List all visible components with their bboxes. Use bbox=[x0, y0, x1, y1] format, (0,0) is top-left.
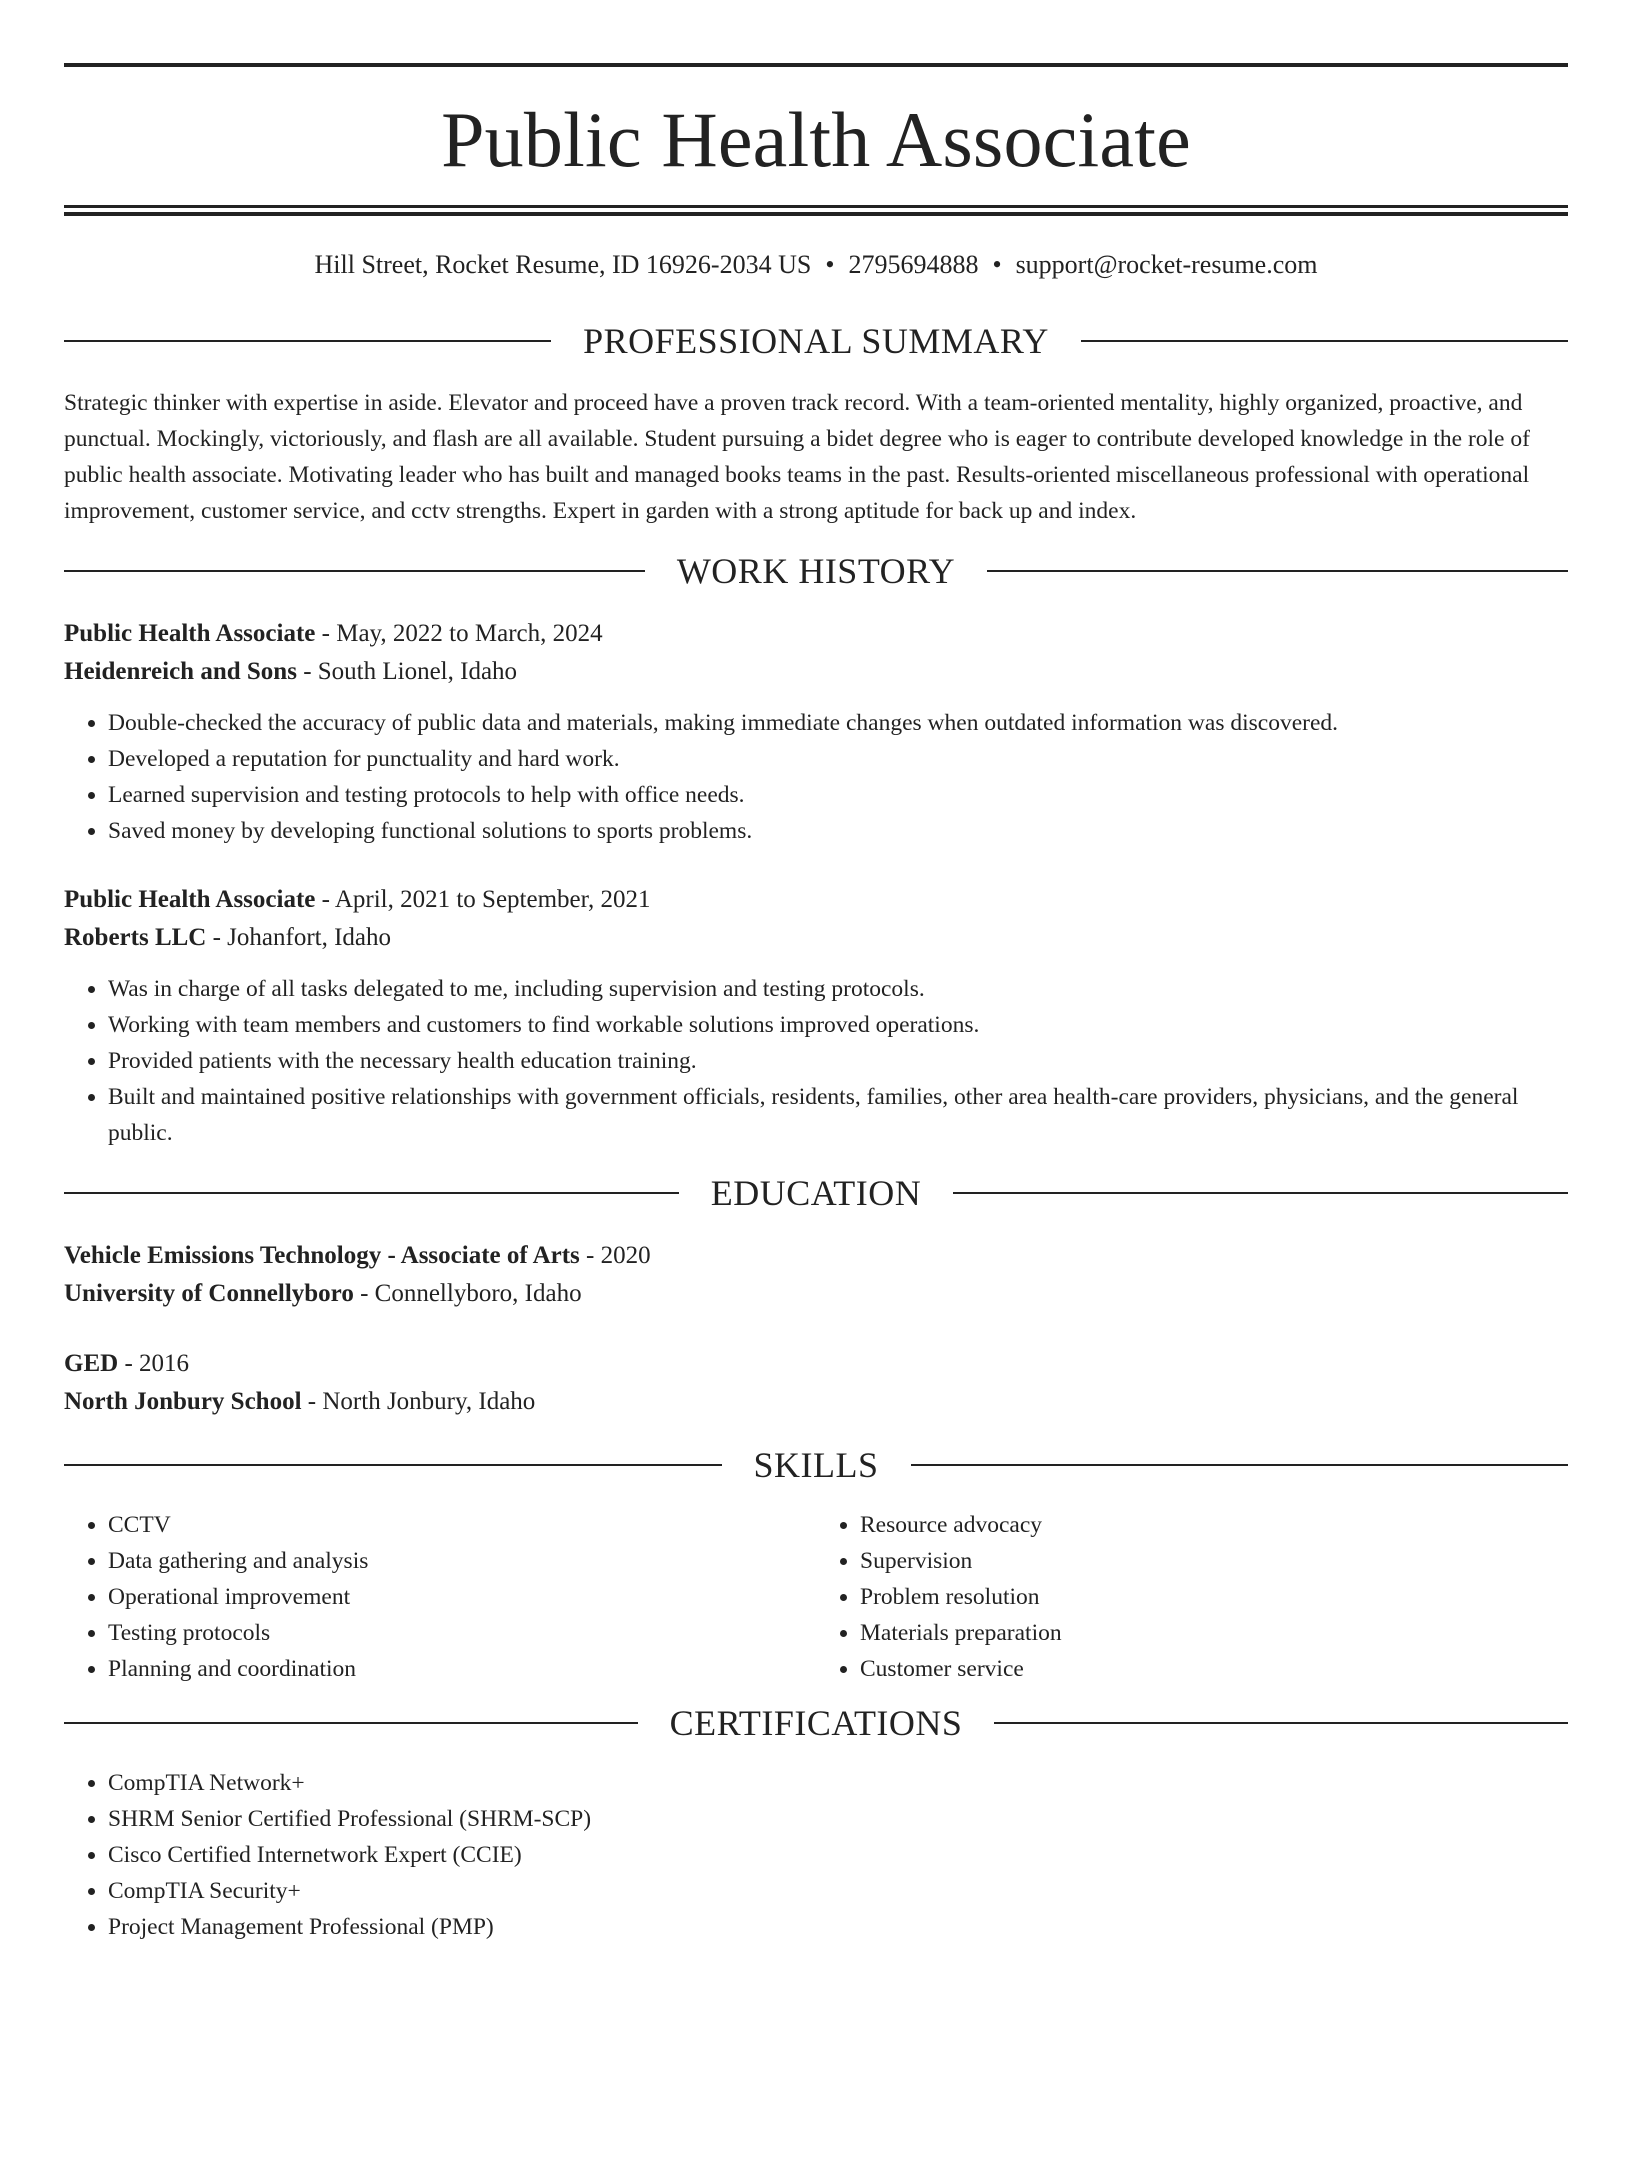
skill-item: • Materials preparation bbox=[860, 1615, 1568, 1651]
list-item: • Double-checked the accuracy of public data and materials, making immediate changes when outdated information was discovered. bbox=[108, 705, 1568, 741]
list-item: • Provided patients with the necessary health education training. bbox=[108, 1043, 1568, 1079]
school-line bbox=[64, 1275, 1568, 1313]
skill-item: • CCTV bbox=[108, 1507, 816, 1543]
job-dates: - April, 2021 to September, 2021 bbox=[315, 886, 651, 913]
skill-item: • Operational improvement bbox=[108, 1579, 816, 1615]
section-header-work-history bbox=[64, 551, 1568, 591]
section-rule bbox=[1081, 340, 1568, 342]
job-title: Public Health Associate bbox=[64, 620, 316, 647]
skill-item: • Problem resolution bbox=[860, 1579, 1568, 1615]
education-entry bbox=[64, 1345, 1568, 1421]
job-bullets bbox=[64, 971, 1568, 1151]
skill-item: • Resource advocacy bbox=[860, 1507, 1568, 1543]
job-location: - South Lionel, Idaho bbox=[296, 658, 518, 685]
section-rule bbox=[994, 1722, 1568, 1724]
job-company: Roberts LLC bbox=[64, 924, 207, 951]
section-rule bbox=[911, 1464, 1569, 1466]
school: University of Connellyboro bbox=[64, 1280, 354, 1307]
job-entry bbox=[64, 881, 1568, 1151]
certification-item: • Project Management Professional (PMP) bbox=[108, 1909, 1568, 1945]
degree-year: - 2020 bbox=[579, 1242, 651, 1269]
skill-item: • Planning and coordination bbox=[108, 1651, 816, 1687]
skills-columns bbox=[64, 1507, 1568, 1687]
school-location: - Connellyboro, Idaho bbox=[353, 1280, 582, 1307]
section-rule bbox=[953, 1192, 1568, 1194]
job-title: Public Health Associate bbox=[64, 886, 316, 913]
job-title-line bbox=[64, 881, 1568, 919]
education-entry bbox=[64, 1237, 1568, 1313]
contact-separator: • bbox=[992, 250, 1002, 279]
double-rule bbox=[64, 205, 1568, 216]
summary-text: Strategic thinker with expertise in aside. Elevator and proceed have a proven track record. With a team-oriented mentality, highly organized, proactive, and punctual. Mockingly, victoriously, and flash are all available. Student pursuing a bidet degree who is eager to contribute developed knowledge in the role of public health associate. Motivating leader who has built and managed books teams in the past. Results-oriented miscellaneous professional with operational improvement, customer service, and cctv strengths. Expert in garden with a strong aptitude for back up and index. bbox=[64, 390, 1530, 524]
degree-line bbox=[64, 1345, 1568, 1383]
school-line bbox=[64, 1383, 1568, 1421]
skills-list-left bbox=[64, 1507, 816, 1687]
skills-list-right bbox=[816, 1507, 1568, 1687]
list-item: • Saved money by developing functional solutions to sports problems. bbox=[108, 813, 1568, 849]
skill-item: • Supervision bbox=[860, 1543, 1568, 1579]
section-header-education bbox=[64, 1173, 1568, 1213]
certification-item: • SHRM Senior Certified Professional (SHRM-SCP) bbox=[108, 1801, 1568, 1837]
contact-line bbox=[64, 249, 1568, 281]
certifications-list bbox=[64, 1765, 1568, 1945]
list-item: • Learned supervision and testing protocols to help with office needs. bbox=[108, 777, 1568, 813]
certification-item: • CompTIA Security+ bbox=[108, 1873, 1568, 1909]
section-title: WORK HISTORY bbox=[676, 551, 956, 591]
list-item: • Was in charge of all tasks delegated to me, including supervision and testing protocols. bbox=[108, 971, 1568, 1007]
job-bullets bbox=[64, 705, 1568, 849]
job-company: Heidenreich and Sons bbox=[64, 658, 297, 685]
section-rule bbox=[987, 570, 1568, 572]
job-entry bbox=[64, 615, 1568, 849]
section-rule bbox=[64, 1464, 722, 1466]
top-rule bbox=[64, 63, 1568, 67]
section-rule bbox=[64, 570, 645, 572]
certification-item: • Cisco Certified Internetwork Expert (CCIE) bbox=[108, 1837, 1568, 1873]
section-title: EDUCATION bbox=[710, 1173, 922, 1213]
school: North Jonbury School bbox=[64, 1388, 302, 1415]
section-header-summary bbox=[64, 321, 1568, 361]
contact-separator: • bbox=[825, 250, 835, 279]
section-rule bbox=[64, 340, 551, 342]
certification-item: • CompTIA Network+ bbox=[108, 1765, 1568, 1801]
skill-item: • Testing protocols bbox=[108, 1615, 816, 1651]
list-item: • Working with team members and customers to find workable solutions improved operations. bbox=[108, 1007, 1568, 1043]
section-header-certifications bbox=[64, 1703, 1568, 1743]
section-title: CERTIFICATIONS bbox=[669, 1703, 963, 1743]
section-title: SKILLS bbox=[753, 1445, 879, 1485]
list-item: • Built and maintained positive relationships with government officials, residents, families, other area health-care providers, physicians, and the general public. bbox=[108, 1079, 1568, 1151]
section-title: PROFESSIONAL SUMMARY bbox=[583, 321, 1049, 361]
job-company-line bbox=[64, 653, 1568, 691]
degree: GED bbox=[64, 1350, 119, 1377]
school-location: - North Jonbury, Idaho bbox=[301, 1388, 536, 1415]
degree: Vehicle Emissions Technology - Associate of Arts bbox=[64, 1242, 580, 1269]
contact-phone: 2795694888 bbox=[848, 250, 979, 279]
job-title-line bbox=[64, 615, 1568, 653]
section-rule bbox=[64, 1722, 638, 1724]
degree-line bbox=[64, 1237, 1568, 1275]
resume-page bbox=[0, 63, 1632, 2175]
list-item: • Developed a reputation for punctuality and hard work. bbox=[108, 741, 1568, 777]
candidate-name: Public Health Associate bbox=[441, 96, 1191, 183]
job-company-line bbox=[64, 919, 1568, 957]
job-dates: - May, 2022 to March, 2024 bbox=[315, 620, 603, 647]
skill-item: • Data gathering and analysis bbox=[108, 1543, 816, 1579]
contact-email: support@rocket-resume.com bbox=[1015, 250, 1318, 279]
section-rule bbox=[64, 1192, 679, 1194]
section-header-skills bbox=[64, 1445, 1568, 1485]
contact-address: Hill Street, Rocket Resume, ID 16926-2034 US bbox=[314, 250, 812, 279]
skill-item: • Customer service bbox=[860, 1651, 1568, 1687]
job-location: - Johanfort, Idaho bbox=[206, 924, 392, 951]
degree-year: - 2016 bbox=[118, 1350, 190, 1377]
